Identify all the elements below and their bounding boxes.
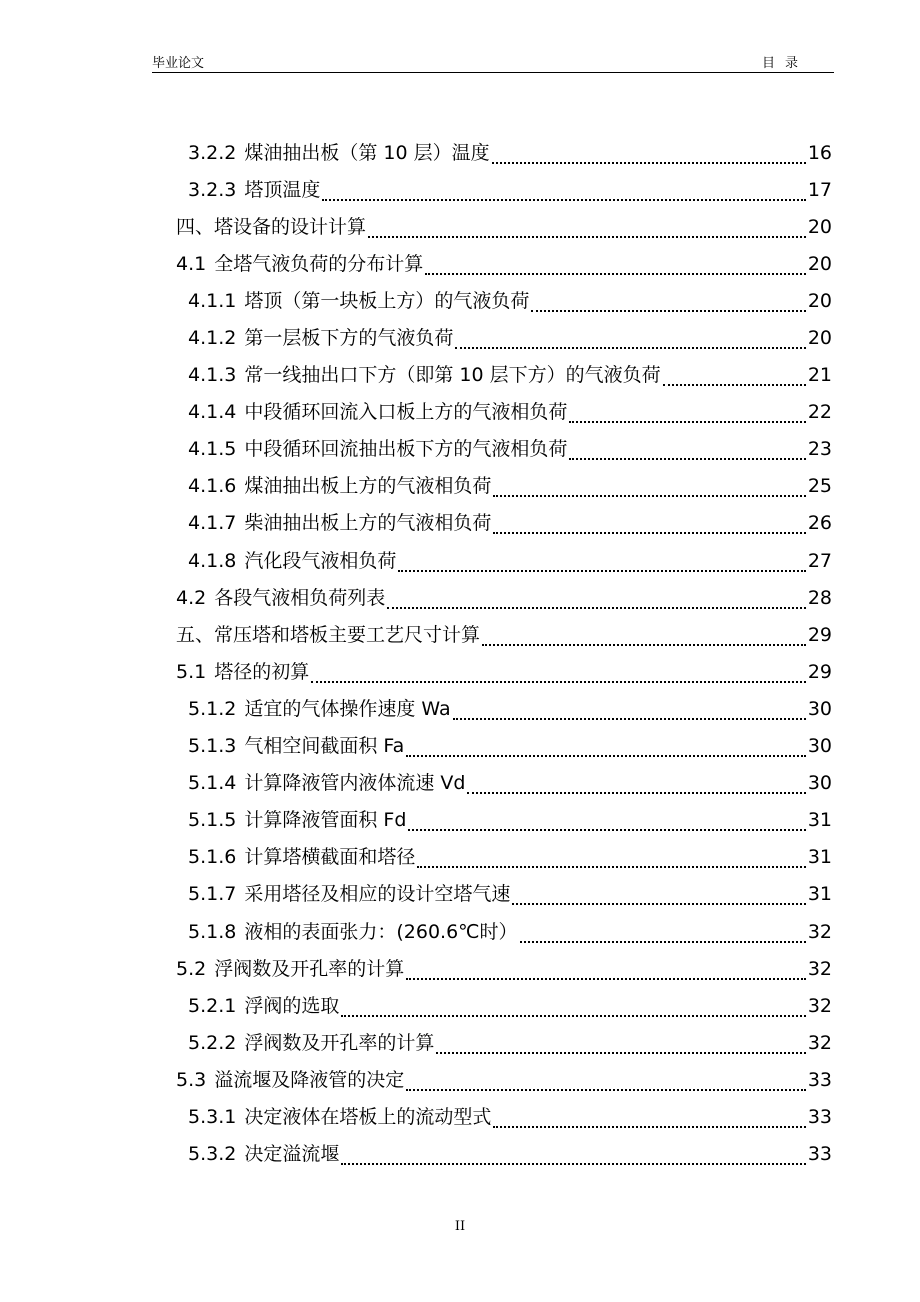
- toc-dot-leader: [512, 877, 805, 905]
- toc-entry-title: [176, 585, 385, 611]
- toc-entry[interactable]: [176, 1061, 832, 1098]
- toc-entry-number: 5.1.6: [188, 846, 237, 869]
- toc-entry[interactable]: [188, 431, 832, 468]
- toc-entry-number: 5.3.1: [188, 1105, 237, 1128]
- header-section-label: 目录: [761, 56, 808, 71]
- toc-entry-text: 气相空间截面积 Fa: [244, 735, 405, 758]
- toc-entry-text: 柴油抽出板上方的气液相负荷: [244, 512, 492, 535]
- header-thesis-label: 毕业论文: [152, 56, 205, 71]
- toc-entry-title: [188, 1141, 339, 1167]
- toc-entry-page: 26: [807, 512, 832, 535]
- toc-entry[interactable]: [188, 542, 832, 579]
- toc-entry-page: 32: [807, 920, 832, 943]
- toc-entry-number: 5.2: [176, 957, 207, 980]
- toc-dot-leader: [569, 395, 805, 423]
- toc-entry-page: 30: [807, 735, 832, 758]
- toc-entry-title: [188, 1104, 491, 1130]
- toc-entry-title: [188, 473, 491, 499]
- toc-dot-leader: [493, 506, 805, 534]
- toc-entry-text: 塔顶温度: [244, 178, 321, 201]
- toc-entry-number: 5.1.3: [188, 735, 237, 758]
- toc-entry-text: 五、常压塔和塔板主要工艺尺寸计算: [176, 623, 481, 646]
- toc-entry-text: 计算降液管面积 Fd: [244, 809, 407, 832]
- toc-entry-text: 汽化段气液相负荷: [244, 549, 397, 572]
- toc-dot-leader: [493, 1100, 805, 1128]
- toc-entry[interactable]: [188, 134, 832, 171]
- toc-entry-title: [188, 993, 339, 1019]
- toc-entry-text: 各段气液相负荷列表: [214, 586, 386, 609]
- toc-entry-title: [188, 919, 518, 945]
- toc-entry-title: [176, 622, 480, 648]
- toc-entry[interactable]: [188, 357, 832, 394]
- toc-dot-leader: [387, 581, 806, 609]
- toc-entry-text: 决定溢流堰: [244, 1143, 340, 1166]
- toc-entry[interactable]: [176, 579, 832, 616]
- toc-entry-page: 23: [807, 438, 832, 461]
- toc-entry-title: [188, 844, 415, 870]
- toc-entry-page: 17: [807, 178, 832, 201]
- toc-entry-number: 4.1.6: [188, 475, 237, 498]
- toc-entry-page: 25: [807, 475, 832, 498]
- toc-entry-number: 5.2.2: [188, 1031, 237, 1054]
- toc-entry-page: 22: [807, 401, 832, 424]
- toc-entry-page: 31: [807, 809, 832, 832]
- toc-entry-text: 计算降液管内液体流速 Vd: [244, 772, 466, 795]
- toc-entry-title: [188, 1030, 434, 1056]
- toc-entry-page: 29: [807, 660, 832, 683]
- toc-entry-title: [188, 140, 490, 166]
- toc-dot-leader: [492, 136, 806, 164]
- toc-entry-page: 29: [807, 623, 832, 646]
- toc-entry-number: 4.1.2: [188, 327, 237, 350]
- toc-entry-title: [188, 770, 465, 796]
- toc-entry[interactable]: [188, 913, 832, 950]
- toc-entry-text: 液相的表面张力：(260.6℃时）: [244, 920, 518, 943]
- toc-entry-number: 5.1.7: [188, 883, 237, 906]
- toc-entry-page: 20: [807, 215, 832, 238]
- toc-dot-leader: [467, 766, 805, 794]
- toc-entry-text: 煤油抽出板（第 10 层）温度: [244, 141, 490, 164]
- toc-entry-number: 4.1.4: [188, 401, 237, 424]
- toc-entry-page: 32: [807, 994, 832, 1017]
- toc-dot-leader: [531, 284, 805, 312]
- toc-entry-text: 第一层板下方的气液负荷: [244, 327, 454, 350]
- toc-dot-leader: [406, 1063, 806, 1091]
- toc-entry-title: [188, 325, 453, 351]
- toc-entry-number: 4.1.1: [188, 289, 237, 312]
- toc-dot-leader: [341, 1137, 805, 1165]
- toc-entry-number: 3.2.3: [188, 178, 237, 201]
- toc-entry-text: 浮阀数及开孔率的计算: [244, 1031, 435, 1054]
- toc-entry[interactable]: [188, 876, 832, 913]
- toc-entry-text: 计算塔横截面和塔径: [244, 846, 416, 869]
- toc-entry-number: 5.1.2: [188, 697, 237, 720]
- toc-entry-number: 5.2.1: [188, 994, 237, 1017]
- toc-dot-leader: [663, 358, 806, 386]
- toc-entry-title: [188, 881, 510, 907]
- toc-dot-leader: [341, 989, 805, 1017]
- toc-entry-title: [188, 436, 567, 462]
- toc-entry-text: 塔径的初算: [214, 660, 310, 683]
- toc-dot-leader: [322, 173, 805, 201]
- toc-dot-leader: [425, 247, 806, 275]
- toc-entry[interactable]: [188, 505, 832, 542]
- table-of-contents: [0, 134, 920, 1173]
- toc-entry-number: 4.1.8: [188, 549, 237, 572]
- toc-entry[interactable]: [188, 1098, 832, 1135]
- toc-dot-leader: [406, 952, 806, 980]
- toc-entry[interactable]: [188, 1136, 832, 1173]
- toc-entry-number: 3.2.2: [188, 141, 237, 164]
- toc-entry-text: 溢流堰及降液管的决定: [214, 1068, 405, 1091]
- toc-entry-page: 32: [807, 1031, 832, 1054]
- toc-dot-leader: [455, 321, 805, 349]
- toc-entry[interactable]: [188, 839, 832, 876]
- toc-entry-page: 27: [807, 549, 832, 572]
- toc-dot-leader: [398, 544, 805, 572]
- toc-entry-page: 31: [807, 846, 832, 869]
- toc-entry-title: [188, 807, 406, 833]
- toc-entry-number: 4.1.5: [188, 438, 237, 461]
- toc-entry-page: 33: [807, 1143, 832, 1166]
- toc-entry-number: 5.3: [176, 1068, 207, 1091]
- toc-entry-page: 32: [807, 957, 832, 980]
- toc-entry[interactable]: [188, 987, 832, 1024]
- page-number: II: [454, 1219, 466, 1234]
- toc-entry-number: 5.1.4: [188, 772, 237, 795]
- toc-entry-title: [188, 399, 567, 425]
- toc-entry-text: 常一线抽出口下方（即第 10 层下方）的气液负荷: [244, 364, 661, 387]
- toc-entry-page: 16: [807, 141, 832, 164]
- toc-entry-page: 20: [807, 289, 832, 312]
- toc-entry-number: 5.1.8: [188, 920, 237, 943]
- toc-entry[interactable]: [188, 765, 832, 802]
- toc-entry-title: [188, 288, 529, 314]
- toc-entry-number: 4.2: [176, 586, 207, 609]
- toc-entry-title: [188, 696, 451, 722]
- toc-entry[interactable]: [188, 1024, 832, 1061]
- toc-entry[interactable]: [188, 319, 832, 356]
- toc-entry-text: 采用塔径及相应的设计空塔气速: [244, 883, 511, 906]
- toc-entry[interactable]: [176, 616, 832, 653]
- toc-entry-text: 决定液体在塔板上的流动型式: [244, 1105, 492, 1128]
- toc-entry-page: 30: [807, 772, 832, 795]
- toc-entry-text: 全塔气液负荷的分布计算: [214, 252, 424, 275]
- toc-entry-page: 21: [807, 364, 832, 387]
- toc-entry-title: [188, 548, 396, 574]
- toc-entry-page: 28: [807, 586, 832, 609]
- toc-dot-leader: [436, 1026, 805, 1054]
- toc-entry-title: [188, 177, 320, 203]
- toc-entry-number: 4.1.3: [188, 364, 237, 387]
- toc-dot-leader: [520, 915, 806, 943]
- toc-entry-text: 煤油抽出板上方的气液相负荷: [244, 475, 492, 498]
- toc-entry[interactable]: [188, 171, 832, 208]
- toc-entry[interactable]: [176, 950, 832, 987]
- toc-entry-title: [176, 659, 309, 685]
- toc-entry-title: [188, 362, 661, 388]
- toc-entry-page: 33: [807, 1105, 832, 1128]
- toc-dot-leader: [482, 618, 806, 646]
- toc-entry-number: 5.3.2: [188, 1143, 237, 1166]
- toc-dot-leader: [569, 432, 805, 460]
- toc-entry-title: [176, 251, 423, 277]
- toc-dot-leader: [408, 803, 805, 831]
- toc-entry[interactable]: [188, 468, 832, 505]
- toc-dot-leader: [406, 729, 806, 757]
- toc-entry-title: [176, 1067, 404, 1093]
- toc-entry-number: 4.1: [176, 252, 207, 275]
- toc-entry[interactable]: [188, 394, 832, 431]
- toc-entry-text: 四、塔设备的设计计算: [176, 215, 367, 238]
- toc-dot-leader: [493, 469, 805, 497]
- toc-entry-text: 中段循环回流抽出板下方的气液相负荷: [244, 438, 568, 461]
- toc-entry-number: 5.1.5: [188, 809, 237, 832]
- toc-entry-number: 4.1.7: [188, 512, 237, 535]
- toc-entry-title: [176, 214, 366, 240]
- toc-entry-page: 31: [807, 883, 832, 906]
- toc-entry-page: 20: [807, 252, 832, 275]
- toc-entry-text: 塔顶（第一块板上方）的气液负荷: [244, 289, 530, 312]
- toc-entry-text: 浮阀的选取: [244, 994, 340, 1017]
- toc-dot-leader: [311, 655, 806, 683]
- toc-entry-title: [188, 510, 491, 536]
- toc-entry[interactable]: [188, 282, 832, 319]
- toc-entry[interactable]: [188, 690, 832, 727]
- toc-entry-number: 5.1: [176, 660, 207, 683]
- toc-dot-leader: [368, 210, 806, 238]
- toc-entry-title: [176, 956, 404, 982]
- toc-entry-text: 中段循环回流入口板上方的气液相负荷: [244, 401, 568, 424]
- toc-entry-text: 适宜的气体操作速度 Wa: [244, 697, 451, 720]
- page-header: [152, 52, 834, 73]
- toc-entry[interactable]: [188, 802, 832, 839]
- toc-dot-leader: [417, 840, 805, 868]
- toc-entry-text: 浮阀数及开孔率的计算: [214, 957, 405, 980]
- toc-entry[interactable]: [176, 653, 832, 690]
- toc-entry-page: 30: [807, 697, 832, 720]
- toc-entry-title: [188, 733, 404, 759]
- toc-entry-page: 33: [807, 1068, 832, 1091]
- toc-entry[interactable]: [188, 728, 832, 765]
- toc-entry[interactable]: [176, 208, 832, 245]
- toc-entry[interactable]: [176, 245, 832, 282]
- toc-dot-leader: [453, 692, 806, 720]
- toc-entry-page: 20: [807, 327, 832, 350]
